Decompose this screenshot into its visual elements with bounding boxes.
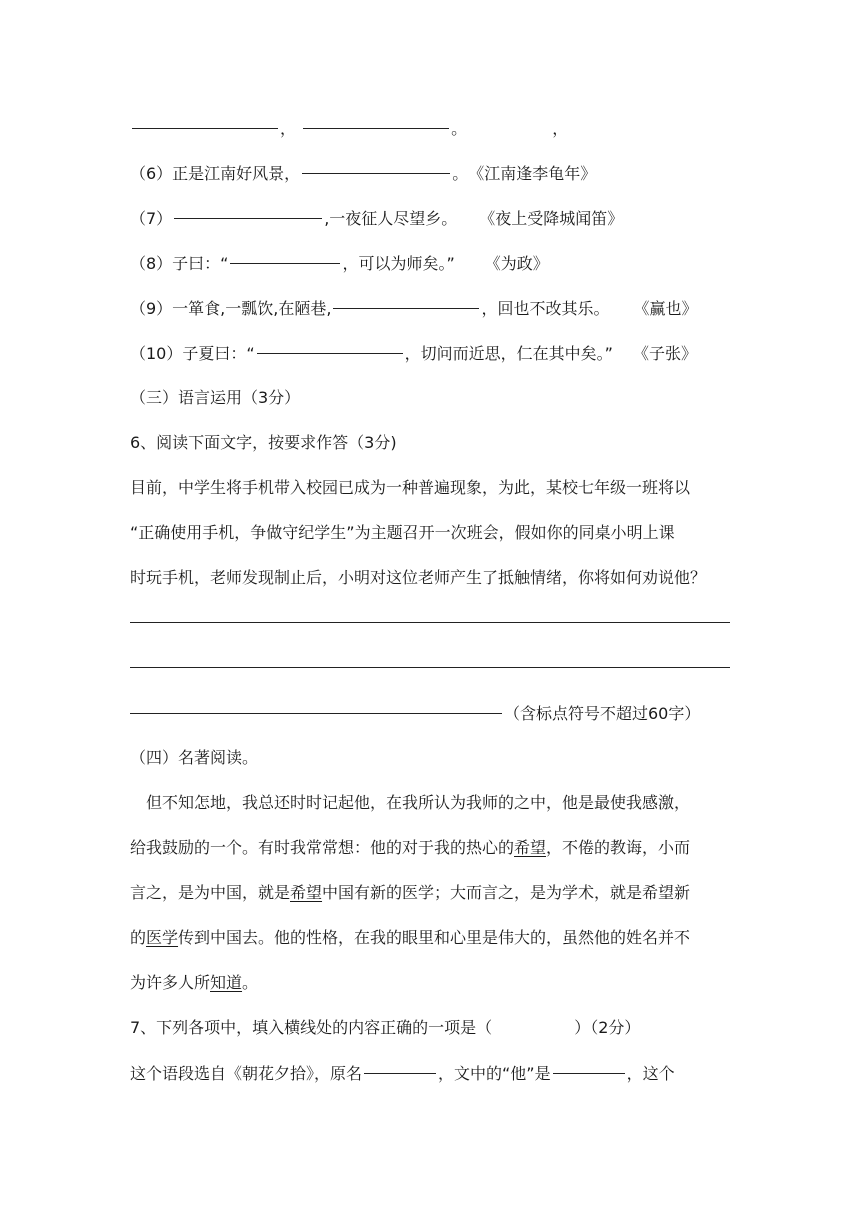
poem-source: 《赢也》 bbox=[633, 299, 698, 318]
poem-fill-10 bbox=[130, 342, 697, 365]
answer-blank[interactable] bbox=[333, 297, 479, 309]
question-text: ，文中的“他”是 bbox=[438, 1064, 551, 1083]
question-6-text-line-1: 目前，中学生将手机带入校园已成为一种普遍现象，为此，某校七年级一班将以 bbox=[130, 478, 691, 497]
poem-source: 《江南逢李龟年》 bbox=[468, 164, 597, 183]
poem-suffix: 。 bbox=[452, 164, 469, 183]
answer-line[interactable] bbox=[130, 667, 730, 668]
poem-fill-7 bbox=[130, 207, 623, 230]
poem-fill-9 bbox=[130, 297, 697, 320]
question-text: ）（2分） bbox=[574, 1018, 641, 1037]
poem-suffix: ，可以为师矣。” bbox=[342, 254, 455, 273]
underlined-word: 希望 bbox=[290, 883, 323, 902]
question-7-line bbox=[130, 1062, 675, 1085]
poem-fill-8 bbox=[130, 252, 549, 275]
poem-prefix: （10）子夏曰：“ bbox=[130, 344, 255, 363]
poem-suffix: ，回也不改其乐。 bbox=[481, 299, 610, 318]
section-3-title: （三）语言运用（3分） bbox=[130, 388, 301, 407]
poem-blank-line bbox=[130, 117, 568, 140]
answer-line[interactable] bbox=[130, 702, 502, 714]
question-6-title: 6、阅读下面文字，按要求作答（3分) bbox=[130, 433, 397, 452]
poem-suffix: ，切问而近思，仁在其中矣。” bbox=[404, 344, 613, 363]
answer-blank[interactable] bbox=[553, 1062, 625, 1074]
passage-text: 给我鼓励的一个。有时我常常想：他的对于我的热心的 bbox=[130, 838, 515, 857]
question-6-text-line-2: “正确使用手机，争做守纪学生”为主题召开一次班会，假如你的同桌小明上课 bbox=[130, 523, 675, 542]
passage-text: 言之，是为中国，就是 bbox=[130, 883, 291, 902]
passage-line-3 bbox=[130, 882, 690, 904]
poem-prefix: （6）正是江南好风景， bbox=[130, 164, 301, 183]
passage-line-2 bbox=[130, 837, 690, 859]
passage-text: 传到中国去。他的性格，在我的眼里和心里是伟大的，虽然他的姓名并不 bbox=[178, 928, 691, 947]
question-7-title bbox=[130, 1017, 640, 1039]
passage-line-5 bbox=[130, 972, 258, 994]
passage-text: 。 bbox=[242, 973, 259, 992]
separator: 。 bbox=[451, 119, 468, 138]
question-6-text-line-3: 时玩手机，老师发现制止后，小明对这位老师产生了抵触情绪，你将如何劝说他？ bbox=[130, 568, 707, 587]
answer-blank[interactable] bbox=[230, 252, 340, 264]
poem-prefix: （7） bbox=[130, 209, 173, 228]
passage-text: ，不倦的教诲，小而 bbox=[546, 838, 691, 857]
poem-source: 《为政》 bbox=[484, 254, 549, 273]
answer-line-with-note bbox=[130, 702, 700, 725]
section-4-title: （四）名著阅读。 bbox=[130, 748, 259, 767]
question-text: 这个语段选自《朝花夕拾》，原名 bbox=[130, 1064, 363, 1083]
poem-source: 《夜上受降城闻笛》 bbox=[479, 209, 624, 228]
poem-suffix: ,一夜征人尽望乡。 bbox=[324, 209, 458, 228]
underlined-word: 希望 bbox=[514, 838, 547, 857]
answer-blank[interactable] bbox=[174, 207, 322, 219]
passage-text: 的 bbox=[130, 928, 147, 947]
separator: ， bbox=[280, 119, 297, 138]
word-limit-note: （含标点符号不超过60字） bbox=[504, 704, 701, 723]
answer-line[interactable] bbox=[130, 622, 730, 623]
passage-text: 为许多人所 bbox=[130, 973, 211, 992]
poem-prefix: （9）一箪食,一瓢饮,在陋巷, bbox=[130, 299, 332, 318]
answer-blank[interactable] bbox=[132, 117, 278, 129]
poem-prefix: （8）子曰：“ bbox=[130, 254, 229, 273]
passage-text: 中国有新的医学；大而言之，是为学术，就是希望新 bbox=[322, 883, 691, 902]
poem-fill-6 bbox=[130, 162, 596, 185]
separator: ， bbox=[552, 119, 569, 138]
answer-blank[interactable] bbox=[303, 117, 449, 129]
underlined-word: 医学 bbox=[146, 928, 179, 947]
answer-blank[interactable] bbox=[302, 162, 450, 174]
underlined-word: 知道 bbox=[210, 973, 243, 992]
poem-source: 《子张》 bbox=[632, 344, 697, 363]
question-text: ，这个 bbox=[626, 1064, 675, 1083]
question-text: 7、下列各项中，填入横线处的内容正确的一项是（ bbox=[130, 1018, 493, 1037]
passage-line-4 bbox=[130, 927, 690, 949]
answer-blank[interactable] bbox=[364, 1062, 436, 1074]
answer-blank[interactable] bbox=[257, 342, 403, 354]
passage-line-1: 但不知怎地，我总还时时记起他，在我所认为我师的之中，他是最使我感激， bbox=[146, 793, 691, 812]
